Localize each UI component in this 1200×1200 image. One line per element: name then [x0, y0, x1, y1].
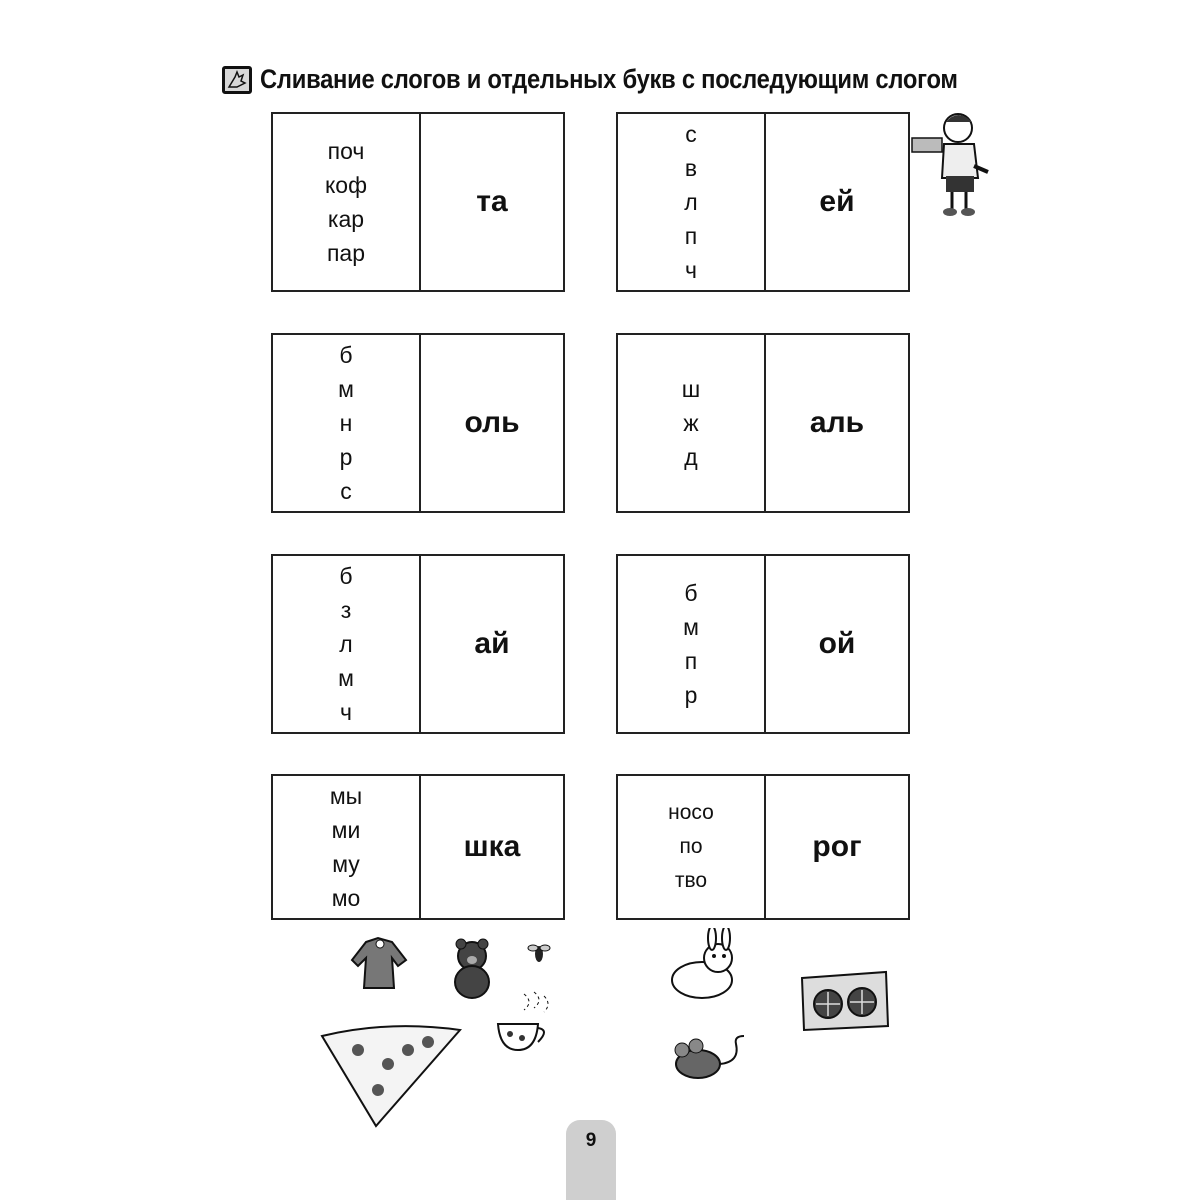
- syllable-card: [271, 112, 565, 292]
- hand-icon: [222, 66, 252, 94]
- letter: с: [685, 121, 697, 147]
- letter: д: [684, 444, 698, 470]
- letter: с: [340, 478, 352, 504]
- syllable: кар: [327, 206, 365, 232]
- letter: м: [338, 665, 354, 691]
- letter: л: [339, 631, 353, 657]
- syllable-card: [271, 554, 565, 734]
- letter: п: [684, 223, 698, 249]
- page-number-tab: [566, 1120, 616, 1200]
- card-left-column: [273, 776, 421, 918]
- syllable-card: [616, 554, 910, 734]
- letter: р: [684, 682, 698, 708]
- letter: б: [684, 580, 698, 606]
- letter: р: [339, 444, 353, 470]
- letter: н: [339, 410, 353, 436]
- card-left-column: [273, 556, 421, 732]
- letter: п: [684, 648, 698, 674]
- syllable: мо: [331, 885, 361, 911]
- page-number: 9: [585, 1130, 597, 1151]
- letter: б: [339, 342, 353, 368]
- card-left-column: [273, 114, 421, 290]
- syllable: мы: [329, 783, 363, 809]
- syllable-card: [271, 774, 565, 920]
- letter: м: [683, 614, 699, 640]
- card-ending: ай: [474, 627, 510, 660]
- letter: ч: [340, 699, 352, 725]
- card-ending: рог: [812, 830, 862, 863]
- card-ending: аль: [809, 406, 865, 439]
- syllable-card: [616, 774, 910, 920]
- syllable: ми: [331, 817, 361, 843]
- syllable: по: [679, 835, 703, 858]
- mouse-icon: [668, 1032, 748, 1088]
- card-left-column: [273, 335, 421, 511]
- letter: ш: [681, 376, 701, 402]
- letter: з: [340, 597, 352, 623]
- syllable: поч: [327, 138, 365, 164]
- letter: л: [684, 189, 698, 215]
- letter: ч: [685, 257, 697, 283]
- letter: б: [339, 563, 353, 589]
- syllable: пар: [326, 240, 366, 266]
- card-left-column: [618, 114, 766, 290]
- cup-icon: [494, 990, 554, 1056]
- page-header: [222, 64, 1053, 95]
- card-left-column: [618, 556, 766, 732]
- syllable: коф: [324, 172, 368, 198]
- syllable: му: [332, 851, 360, 877]
- card-ending: оль: [464, 406, 520, 439]
- rabbit-icon: [662, 928, 748, 1002]
- syllable: тво: [674, 869, 708, 892]
- fly-icon: [526, 938, 552, 968]
- boy-with-pencil-icon: [908, 108, 990, 220]
- card-left-column: [618, 335, 766, 511]
- letter: в: [684, 155, 698, 181]
- letter: ж: [683, 410, 699, 436]
- card-ending: ей: [819, 185, 855, 218]
- shirt-icon: [350, 936, 410, 992]
- syllable-card: [616, 112, 910, 292]
- tape-recorder-icon: [798, 970, 890, 1034]
- card-ending: та: [476, 185, 508, 218]
- syllable-card: [271, 333, 565, 513]
- syllable-card: [616, 333, 910, 513]
- syllable: носо: [668, 801, 714, 824]
- page-title: Сливание слогов и отдельных букв с последующим слогом: [260, 64, 958, 94]
- letter: м: [338, 376, 354, 402]
- card-ending: ой: [818, 627, 856, 660]
- card-ending: шка: [463, 830, 521, 863]
- card-left-column: [618, 776, 766, 918]
- tablecloth-icon: [318, 1020, 464, 1132]
